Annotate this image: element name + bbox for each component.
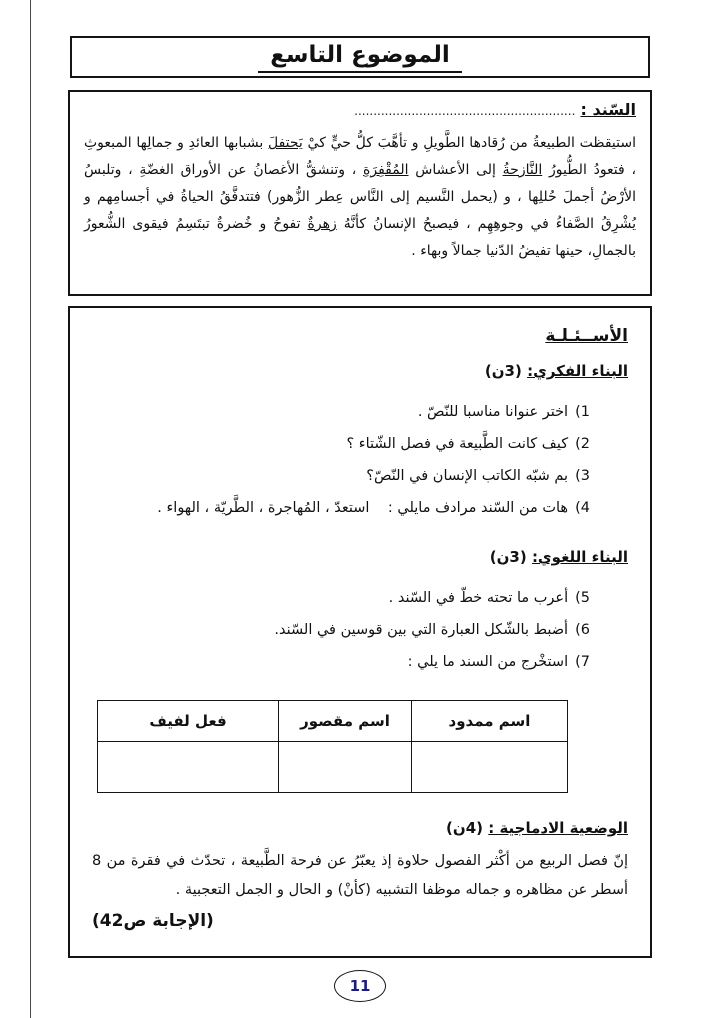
- question-number: 3): [575, 468, 590, 484]
- fikri-heading: [92, 362, 628, 380]
- fikri-points: (3ن): [484, 362, 522, 380]
- sanad-segment: تفوحُ و خُضرةٌ تبتَسِمُ فيقوى الشُّعورُ بالجمالِ، حينها تفيضُ الدّنيا جمالاً وبهاء .: [84, 216, 636, 259]
- page-number-badge: [334, 970, 386, 1002]
- page-number: 11: [349, 977, 371, 995]
- sanad-underlined-word: يَحتفلَ: [267, 135, 303, 151]
- page-margin-rule: [30, 0, 31, 1018]
- question-number: 2): [575, 436, 590, 452]
- question-item: [92, 460, 590, 492]
- wadiya-paragraph: إنّ فصل الربيع من أكْثر الفصول حلاوة إذ يعبّرُ عن فرحة الطَّبيعة ، تحدّث في فقرة من 8 أسطر عن مظاهره و جماله موظفا التشبيه (كأنْ) و الحال و الجمل التعجبية .: [92, 853, 628, 898]
- question-text: أعرب ما تحته خطّ في السّند .: [388, 590, 569, 606]
- question-item: [92, 428, 590, 460]
- question-text: كيف كانت الطَّبيعة في فصل الشّتاء ؟: [346, 436, 569, 452]
- table-cell-empty: [279, 742, 412, 793]
- question-number: 1): [575, 404, 590, 420]
- question-item: [92, 582, 590, 614]
- sanad-label: السّند :: [580, 100, 636, 119]
- extraction-table-empty-row: [98, 742, 568, 793]
- question-number: 4): [575, 500, 590, 516]
- table-header-lafif: فعل لفيف: [98, 701, 279, 742]
- question-text: اختر عنوانا مناسبا للنّصّ .: [417, 404, 569, 420]
- lughawi-label: البناء اللغوي:: [531, 548, 628, 566]
- wadiya-label: الوضعية الادماجية :: [488, 819, 628, 837]
- table-header-mamdud: اسم ممدود: [412, 701, 568, 742]
- extraction-table-header-row: [98, 701, 568, 742]
- questions-section: [68, 306, 652, 958]
- sanad-section: [68, 90, 652, 296]
- fikri-label: البناء الفكري:: [527, 362, 628, 380]
- question-item: [92, 614, 590, 646]
- question-item: [92, 646, 590, 678]
- question-text: أضبط بالشّكل العبارة التي بين قوسين في السّند.: [274, 622, 569, 638]
- answer-reference: (الإجابة ص42): [92, 911, 214, 931]
- wadiya-heading: [92, 819, 628, 837]
- question-number: 5): [575, 590, 590, 606]
- sanad-segment: ، وتنشقُّ الأغصانُ عن الأوراق الغضّةِ ، وتلبسُ الأرْضُ أجملَ حُللِها ، و (يحمل النَّسيم إلى النَّاس عِطر الزُّهور) فتتدفَّقُ الحياةُ في أجسامِهم و يُشْرِقُ الصَّفاءُ في وجوهِهِم ، فيصبحُ الإنسانُ كأنَّهُ: [84, 162, 636, 232]
- question-text: بم شبّه الكاتب الإنسان في النّصّ؟: [366, 468, 569, 484]
- sanad-label-line: [84, 100, 636, 128]
- sanad-dotted-line: ..........................................................: [354, 104, 576, 118]
- lughawi-heading: [92, 548, 628, 566]
- question-item: [92, 396, 590, 428]
- table-cell-empty: [98, 742, 279, 793]
- lughawi-points: (3ن): [489, 548, 527, 566]
- question-number: 7): [575, 654, 590, 670]
- wadiya-points: (4ن): [446, 819, 483, 837]
- sanad-underlined-word: زهرةٌ: [307, 216, 337, 232]
- question-item: [92, 492, 590, 524]
- lughawi-question-list: [92, 582, 628, 678]
- table-cell-empty: [412, 742, 568, 793]
- table-header-maqsur: اسم مقصور: [279, 701, 412, 742]
- header-title-box: [70, 36, 650, 78]
- sanad-underlined-word: النَّازحةُ: [502, 162, 543, 178]
- sanad-underlined-word: المُقْفِرَةِ: [363, 162, 409, 178]
- sanad-paragraph: [84, 130, 636, 265]
- question-text: هات من السّند مرادف مايلي : استعدّ ، المُهاجرة ، الطَّريّة ، الهواء .: [157, 500, 569, 516]
- question-number: 6): [575, 622, 590, 638]
- question-text: استخْرج من السند ما يلي :: [407, 654, 569, 670]
- questions-title: الأســئـلـة: [545, 326, 628, 346]
- extraction-table: [97, 700, 568, 793]
- sanad-segment: بشبابها العائدِ و جمالِها المبعوثِ ، فتعودُ الطُّيورُ: [84, 135, 636, 178]
- page-title: الموضوع التاسع: [258, 41, 462, 73]
- sanad-segment: استيقظت الطبيعةُ من رُقادها الطَّويلِ و تأهَّبَ كلُّ حيٍّ كيْ: [302, 135, 637, 151]
- fikri-question-list: [92, 396, 628, 524]
- sanad-segment: إلى الأعشاش: [408, 162, 503, 178]
